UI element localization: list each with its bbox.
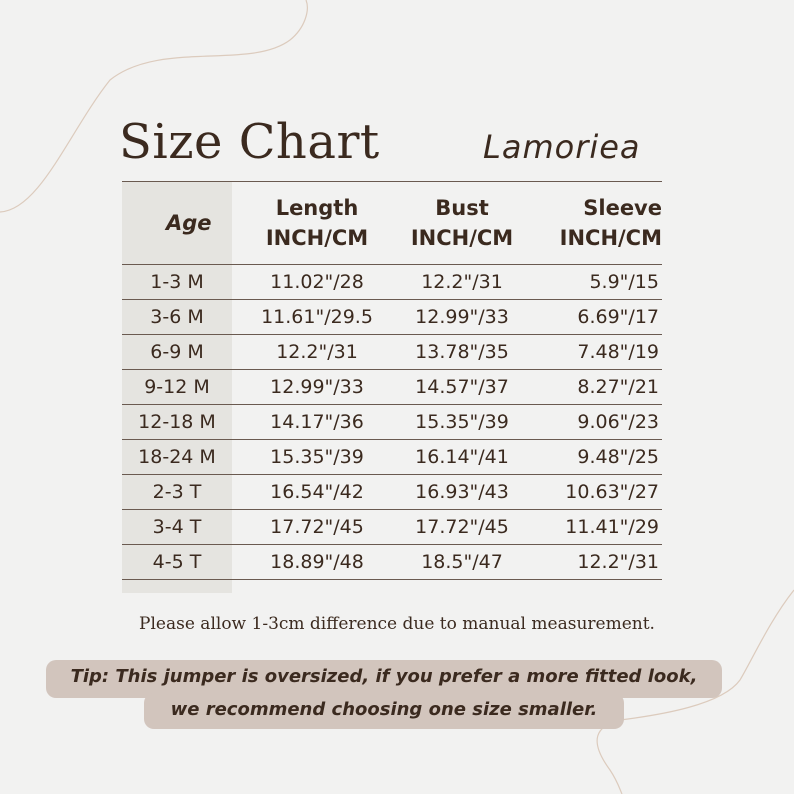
cell-sleeve: 9.06"/23: [522, 405, 662, 440]
cell-bust: 12.2"/31: [402, 265, 522, 300]
size-chart-table: [122, 181, 662, 580]
cell-age: 3-6 M: [122, 300, 232, 335]
table-row: [122, 265, 662, 300]
cell-sleeve: 11.41"/29: [522, 510, 662, 545]
cell-age: 18-24 M: [122, 440, 232, 475]
table-row: [122, 440, 662, 475]
cell-bust: 12.99"/33: [402, 300, 522, 335]
cell-sleeve: 5.9"/15: [522, 265, 662, 300]
table-row: [122, 300, 662, 335]
table-row: [122, 335, 662, 370]
table-row: [122, 370, 662, 405]
table-row: [122, 475, 662, 510]
cell-age: 6-9 M: [122, 335, 232, 370]
cell-length: 12.2"/31: [232, 335, 402, 370]
cell-bust: 18.5"/47: [402, 545, 522, 580]
cell-bust: 16.93"/43: [402, 475, 522, 510]
cell-length: 11.61"/29.5: [232, 300, 402, 335]
cell-age: 3-4 T: [122, 510, 232, 545]
cell-length: 12.99"/33: [232, 370, 402, 405]
page-title: Size Chart: [119, 114, 380, 170]
cell-sleeve: 12.2"/31: [522, 545, 662, 580]
cell-age: 9-12 M: [122, 370, 232, 405]
header-length: Length INCH/CM: [232, 182, 402, 265]
cell-length: 15.35"/39: [232, 440, 402, 475]
header-age: Age: [122, 182, 232, 265]
measurement-note: Please allow 1-3cm difference due to manual measurement.: [139, 614, 655, 634]
header-sleeve: Sleeve INCH/CM: [522, 182, 662, 265]
cell-bust: 15.35"/39: [402, 405, 522, 440]
cell-age: 12-18 M: [122, 405, 232, 440]
cell-length: 14.17"/36: [232, 405, 402, 440]
cell-length: 17.72"/45: [232, 510, 402, 545]
tip-line-2: we recommend choosing one size smaller.: [144, 693, 624, 729]
cell-length: 11.02"/28: [232, 265, 402, 300]
table-header-row: [122, 182, 662, 265]
table-row: [122, 510, 662, 545]
cell-bust: 13.78"/35: [402, 335, 522, 370]
cell-age: 4-5 T: [122, 545, 232, 580]
cell-length: 18.89"/48: [232, 545, 402, 580]
brand-name: Lamoriea: [483, 128, 641, 166]
cell-sleeve: 7.48"/19: [522, 335, 662, 370]
table-row: [122, 545, 662, 580]
header-bust: Bust INCH/CM: [402, 182, 522, 265]
tip-line-1: Tip: This jumper is oversized, if you prefer a more fitted look,: [46, 660, 722, 698]
cell-sleeve: 6.69"/17: [522, 300, 662, 335]
cell-age: 2-3 T: [122, 475, 232, 510]
cell-sleeve: 9.48"/25: [522, 440, 662, 475]
cell-age: 1-3 M: [122, 265, 232, 300]
cell-sleeve: 10.63"/27: [522, 475, 662, 510]
cell-sleeve: 8.27"/21: [522, 370, 662, 405]
table-row: [122, 405, 662, 440]
cell-bust: 16.14"/41: [402, 440, 522, 475]
cell-length: 16.54"/42: [232, 475, 402, 510]
cell-bust: 14.57"/37: [402, 370, 522, 405]
cell-bust: 17.72"/45: [402, 510, 522, 545]
